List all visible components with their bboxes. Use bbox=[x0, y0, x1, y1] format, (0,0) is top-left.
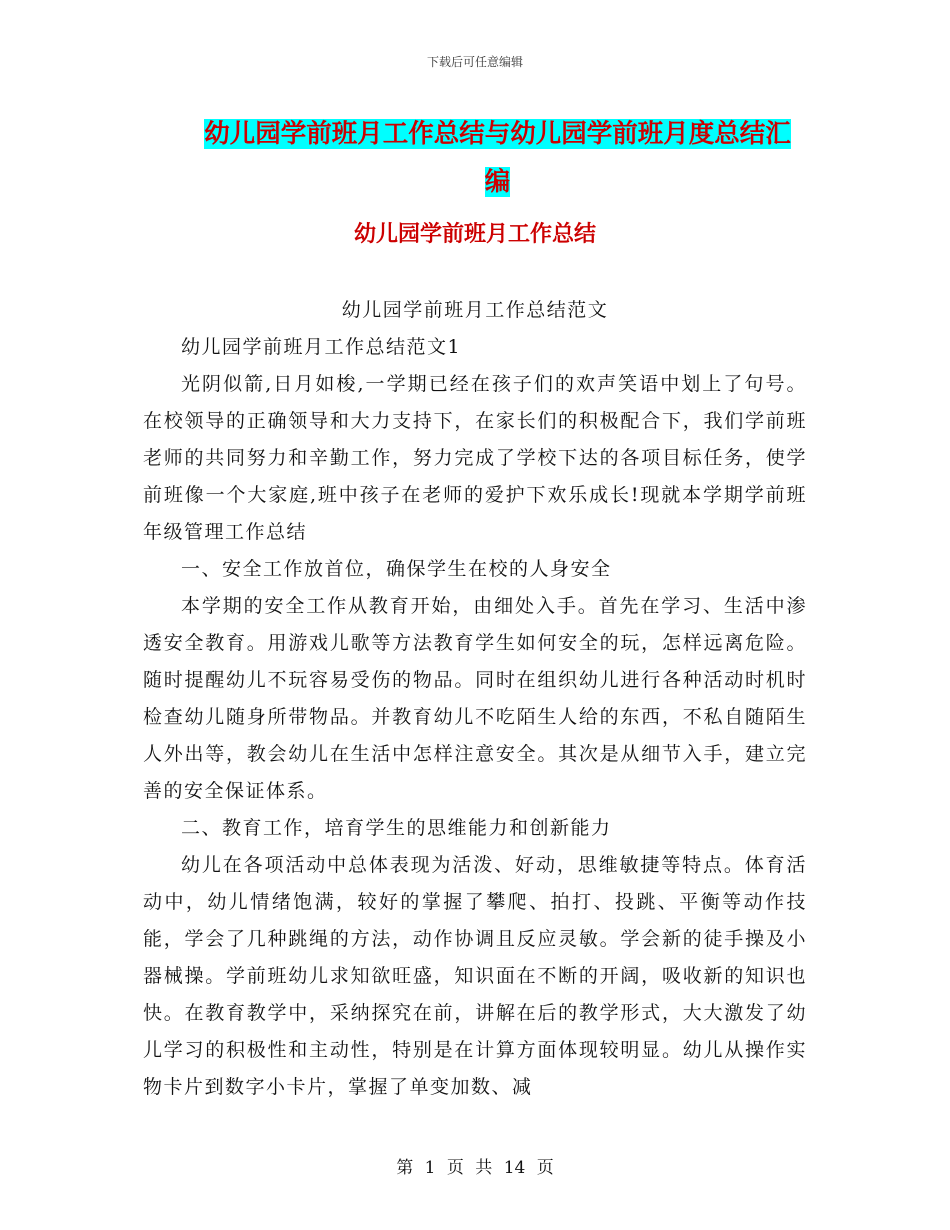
section-heading-education: 二、教育工作，培育学生的思维能力和创新能力 bbox=[181, 817, 612, 839]
document-title-line-2: 编 bbox=[484, 167, 511, 197]
document-body bbox=[143, 292, 807, 1106]
subtitle: 幼儿园学前班月工作总结范文 bbox=[341, 299, 609, 321]
section-heading-safety: 一、安全工作放首位，确保学生在校的人身安全 bbox=[181, 558, 612, 580]
paragraph-intro: 光阴似箭,日月如梭,一学期已经在孩子们的欢声笑语中划上了句号。在校领导的正确领导和大力支持下，在家长们的积极配合下，我们学前班老师的共同努力和辛勤工作，努力完成了学校下达的各项目标任务，使学前班像一个大家庭,班中孩子在老师的爱护下欢乐成长!现就本学期学前班年级管理工作总结 bbox=[143, 373, 807, 543]
paragraph-heading-1: 幼儿园学前班月工作总结范文1 bbox=[181, 336, 462, 358]
document-title-line-1: 幼儿园学前班月工作总结与幼儿园学前班月度总结汇 bbox=[204, 119, 791, 149]
header-note: 下载后可任意编辑 bbox=[426, 55, 523, 69]
section-title: 幼儿园学前班月工作总结 bbox=[353, 222, 596, 247]
page-number: 第 1 页 共 14 页 bbox=[396, 1158, 554, 1178]
document-title bbox=[185, 110, 810, 206]
paragraph-education: 幼儿在各项活动中总体表现为活泼、好动，思维敏捷等特点。体育活动中，幼儿情绪饱满，较好的掌握了攀爬、拍打、投跳、平衡等动作技能，学会了几种跳绳的方法，动作协调且反应灵敏。学会新的徒手操及小器械操。学前班幼儿求知欲旺盛，知识面在不断的开阔，吸收新的知识也快。在教育教学中，采纳探究在前，讲解在后的教学形式，大大激发了幼儿学习的积极性和主动性，特别是在计算方面体现较明显。幼儿从操作实物卡片到数字小卡片，掌握了单变加数、减 bbox=[143, 854, 807, 1098]
paragraph-safety: 本学期的安全工作从教育开始，由细处入手。首先在学习、生活中渗透安全教育。用游戏儿歌等方法教育学生如何安全的玩，怎样远离危险。随时提醒幼儿不玩容易受伤的物品。同时在组织幼儿进行各种活动时机时检查幼儿随身所带物品。并教育幼儿不吃陌生人给的东西，不私自随陌生人外出等，教会幼儿在生活中怎样注意安全。其次是从细节入手，建立完善的安全保证体系。 bbox=[143, 595, 807, 802]
